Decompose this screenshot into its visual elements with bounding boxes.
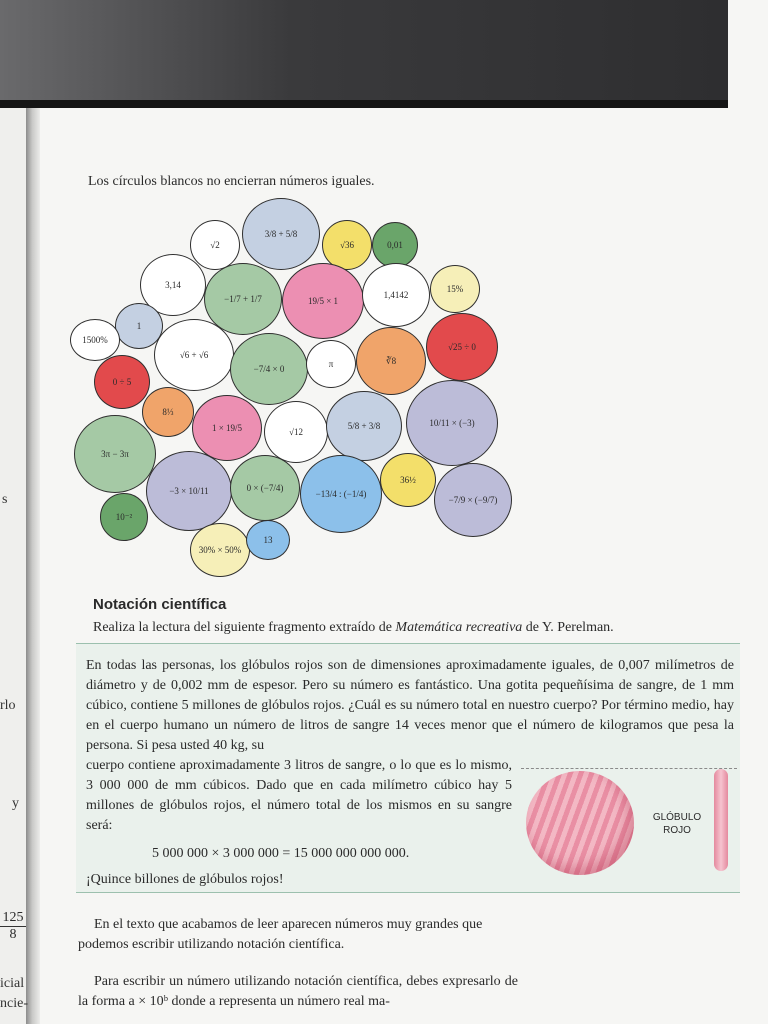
- circle: 3/8 + 5/8: [242, 198, 320, 270]
- left-page-fragment: ncie-: [0, 996, 28, 1011]
- left-page-fraction: [0, 910, 26, 943]
- circle: 3π − 3π: [74, 415, 156, 493]
- circle: √12: [264, 401, 328, 463]
- circle: 19/5 × 1: [282, 263, 364, 339]
- section-title: Notación científica: [93, 596, 227, 613]
- lead-sentence: [93, 620, 614, 636]
- reading-box: [76, 643, 740, 893]
- circle: 15%: [430, 265, 480, 313]
- paragraph: En el texto que acabamos de leer aparecen números muy grandes que podemos escribir utilizando notación científica.: [78, 917, 483, 952]
- circle: 10⁻²: [100, 493, 148, 541]
- cell-label-line: ROJO: [663, 825, 691, 836]
- cell-label-line: GLÓBULO: [652, 812, 702, 823]
- circle: 1: [115, 303, 163, 349]
- lead-text: Realiza la lectura del siguiente fragmento extraído de: [93, 620, 396, 635]
- circle: −7/4 × 0: [230, 333, 308, 405]
- left-page-fragment: y: [12, 796, 19, 811]
- circle: √36: [322, 220, 372, 270]
- circle: −7/9 × (−9/7): [434, 463, 512, 537]
- circle: 10/11 × (−3): [406, 380, 498, 466]
- red-cell-illustration: [521, 768, 737, 889]
- number-circles: [70, 195, 520, 580]
- scan-top-edge: [0, 100, 728, 108]
- circle: −13/4 : (−1/4): [300, 455, 382, 533]
- lead-text-end: de Y. Perelman.: [522, 620, 614, 635]
- fraction-denominator: 8: [9, 927, 17, 942]
- circle: −3 × 10/11: [146, 451, 232, 531]
- circle: √2: [190, 220, 240, 270]
- red-blood-cell-icon: [526, 771, 634, 875]
- red-blood-cell-side-icon: [714, 769, 728, 871]
- left-page-fragment: rlo: [0, 698, 16, 713]
- fraction-numerator: 125: [0, 910, 26, 927]
- circle: 13: [246, 520, 290, 560]
- circle: 1500%: [70, 319, 120, 361]
- circle: 0,01: [372, 222, 418, 268]
- book-gutter: [26, 108, 40, 1024]
- circle: −1/7 + 1/7: [204, 263, 282, 335]
- book-title: Matemática recreativa: [395, 620, 523, 635]
- circle: 1,4142: [362, 263, 430, 327]
- equation: 5 000 000 × 3 000 000 = 15 000 000 000 000.: [152, 846, 410, 861]
- circle: 8⅓: [142, 387, 194, 437]
- paragraph: Para escribir un número utilizando notación científica, debes expresarlo de la forma a × 10ᵇ donde a representa un número real ma-: [78, 974, 518, 1009]
- intro-text: Los círculos blancos no encierran números iguales.: [88, 174, 375, 189]
- circle: π: [306, 340, 356, 388]
- left-page-fragment: icial: [0, 976, 25, 991]
- circle: 30% × 50%: [190, 523, 250, 577]
- circle: 1 × 19/5: [192, 395, 262, 461]
- circle: √6 + √6: [154, 319, 234, 391]
- cell-label: [651, 811, 703, 837]
- circle: 3,14: [140, 254, 206, 316]
- scan-top-shadow: [0, 0, 728, 104]
- circle: 5/8 + 3/8: [326, 391, 402, 461]
- circle: ∛8: [356, 327, 426, 395]
- circle: √25 ÷ 0: [426, 313, 498, 381]
- exclamation: ¡Quince billones de glóbulos rojos!: [86, 872, 284, 887]
- circle: 0 × (−7/4): [230, 455, 300, 521]
- circle: 36½: [380, 453, 436, 507]
- left-page-fragment: s: [2, 492, 8, 507]
- circle: 0 ÷ 5: [94, 355, 150, 409]
- reading-text-continued: cuerpo contiene aproximadamente 3 litros de sangre, o lo que es lo mismo, 3 000 000 de mm cúbicos. Dado que en cada milímetro cúbico hay 5 millones de glóbulos rojos, el número total de los mismos en su sangre será:: [86, 758, 512, 833]
- reading-text: En todas las personas, los glóbulos rojos son de dimensiones aproximadamente iguales, de 0,007 milímetros de diámetro y de 0,002 mm de espesor. Pero su número es fantástico. Una gotita pequeñísima de sangre, de 1 mm cúbico, contiene 5 millones de glóbulos rojos. ¿Cuál es su número total en nuestro cuerpo? Por término medio, hay en el cuerpo humano un número de litros de sangre 14 veces menor que el número de kilogramos que pesa la persona. Si pesa usted 40 kg, su: [86, 658, 734, 753]
